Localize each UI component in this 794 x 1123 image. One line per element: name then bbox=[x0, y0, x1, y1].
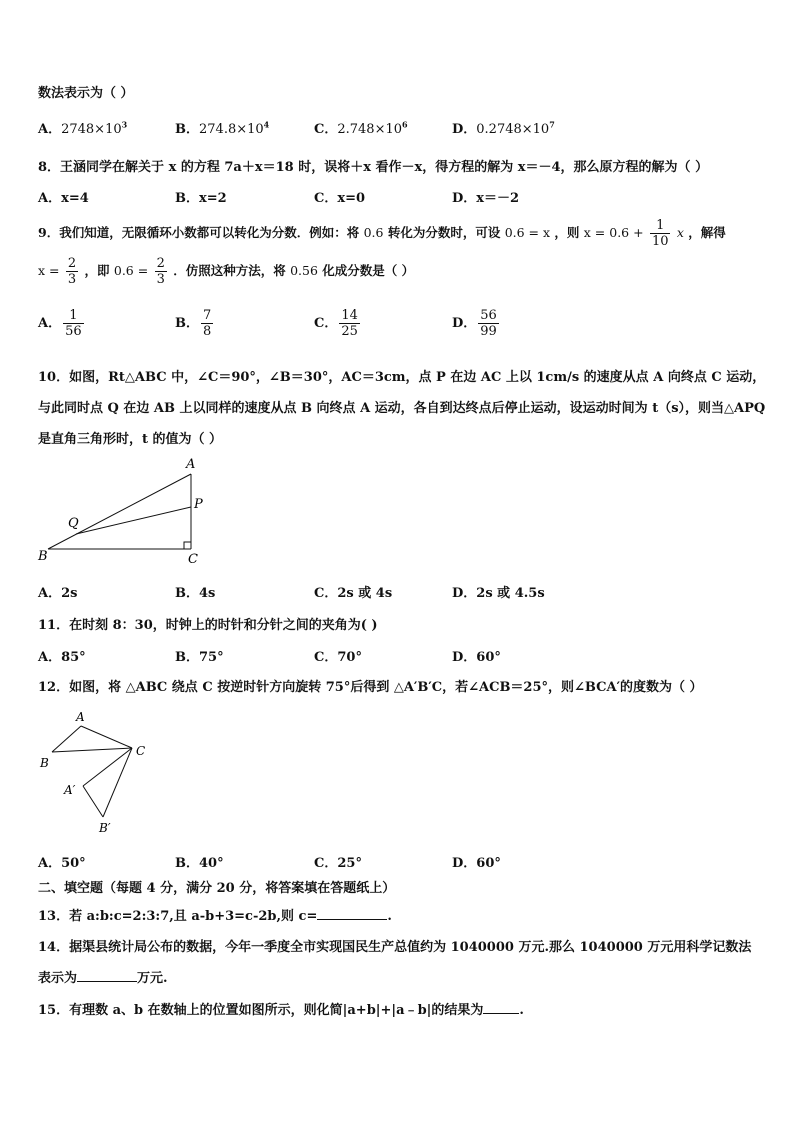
option-label: B． bbox=[175, 650, 199, 665]
numerator: 14 bbox=[341, 308, 358, 323]
q9-text: ，则 bbox=[554, 225, 580, 240]
option-c[interactable] bbox=[314, 582, 392, 601]
denominator: 25 bbox=[341, 324, 358, 339]
option-label: C． bbox=[314, 650, 338, 665]
question-12-options bbox=[38, 852, 758, 872]
equation: x = bbox=[38, 263, 60, 278]
option-label: D． bbox=[452, 316, 477, 331]
option-label: A． bbox=[38, 316, 62, 331]
rotated-triangle-figure bbox=[30, 706, 160, 841]
question-7-options bbox=[38, 118, 758, 138]
side-ab bbox=[48, 474, 191, 549]
option-label: D． bbox=[452, 650, 477, 665]
option-label: B． bbox=[175, 586, 199, 601]
question-11: 11．在时刻 8：30，时钟上的时针和分针之间的夹角为( ) bbox=[38, 618, 378, 633]
repeating-decimal: 0.6 bbox=[363, 225, 384, 240]
answer-blank[interactable] bbox=[77, 969, 137, 982]
option-value: 2.748×10 bbox=[337, 122, 403, 137]
option-label: C． bbox=[314, 586, 338, 601]
question-12: 12．如图，将 △ABC 绕点 C 按逆时针方向旋转 75°后得到 △A′B′C，若∠ACB＝25°，则∠BCA′的度数为（ ） bbox=[38, 680, 703, 695]
option-exponent: 6 bbox=[402, 119, 408, 130]
option-d[interactable] bbox=[452, 187, 519, 206]
label-a: A bbox=[76, 710, 85, 724]
right-angle-mark bbox=[184, 542, 191, 549]
denominator: 8 bbox=[203, 324, 212, 339]
question-9-line-1 bbox=[38, 218, 726, 249]
option-label: C． bbox=[314, 856, 338, 871]
side-b1c bbox=[103, 748, 132, 817]
numerator: 2 bbox=[67, 256, 77, 271]
option-label: B． bbox=[175, 122, 199, 137]
answer-blank[interactable] bbox=[483, 1001, 519, 1014]
option-d[interactable] bbox=[452, 852, 501, 871]
side-bc bbox=[52, 748, 132, 752]
variable: x bbox=[676, 225, 684, 240]
question-14-line-1: 14．据渠县统计局公布的数据，今年一季度全市实现国民生产总值约为 1040000 万元.那么 1040000 万元用科学记数法 bbox=[38, 940, 752, 955]
option-text: 75° bbox=[199, 650, 224, 665]
numerator: 56 bbox=[480, 308, 497, 323]
option-label: A． bbox=[38, 122, 62, 137]
option-text: 70° bbox=[337, 650, 362, 665]
numerator: 7 bbox=[203, 308, 212, 323]
q9-text: ，即 bbox=[84, 263, 110, 278]
question-8: 8．王涵同学在解关于 x 的方程 7a＋x＝18 时，误将＋x 看作－x，得方程的解为 x＝－4，那么原方程的解为（ ） bbox=[38, 160, 709, 175]
option-c[interactable] bbox=[314, 646, 362, 665]
option-c[interactable] bbox=[314, 852, 362, 871]
segment-pq bbox=[76, 507, 191, 534]
option-a[interactable] bbox=[38, 646, 86, 665]
fraction bbox=[201, 308, 213, 339]
option-label: A． bbox=[38, 856, 62, 871]
option-value: 274.8×10 bbox=[199, 122, 264, 137]
side-a1b1 bbox=[83, 786, 103, 817]
option-b[interactable] bbox=[175, 187, 227, 206]
q9-text: ．仿照这种方法，将 bbox=[173, 263, 286, 278]
option-b[interactable] bbox=[175, 646, 224, 665]
label-a: A bbox=[186, 457, 196, 472]
question-14-line-2 bbox=[38, 967, 168, 986]
option-value: 0.2748×10 bbox=[476, 122, 550, 137]
q9-text: 转化为分数时，可设 bbox=[387, 225, 501, 240]
option-a[interactable] bbox=[38, 308, 86, 339]
q13-text: . bbox=[387, 909, 392, 924]
label-p: P bbox=[194, 497, 203, 512]
q9-text: 化成分数是（ ） bbox=[322, 263, 415, 278]
q9-text: 9．我们知道，无限循环小数都可以转化为分数．例如：将 bbox=[38, 225, 360, 240]
fraction bbox=[155, 256, 167, 287]
question-11-options bbox=[38, 646, 758, 666]
label-b-prime: B′ bbox=[99, 821, 111, 835]
question-10-line-3: 是直角三角形时，t 的值为（ ） bbox=[38, 432, 223, 447]
question-9-line-2 bbox=[38, 256, 414, 287]
option-text: 25° bbox=[337, 856, 362, 871]
label-c: C bbox=[136, 744, 146, 758]
option-b[interactable] bbox=[175, 852, 224, 871]
fraction bbox=[650, 218, 671, 249]
option-exponent: 4 bbox=[263, 119, 270, 130]
question-7-tail: 数法表示为（ ） bbox=[38, 86, 134, 101]
option-text: 2s bbox=[61, 586, 78, 601]
option-label: A． bbox=[38, 191, 62, 206]
option-d[interactable] bbox=[452, 582, 545, 601]
answer-blank[interactable] bbox=[317, 907, 387, 920]
label-c: C bbox=[188, 552, 198, 567]
option-text: x=2 bbox=[199, 191, 227, 206]
denominator: 3 bbox=[67, 272, 77, 287]
option-text: 85° bbox=[61, 650, 86, 665]
option-a[interactable] bbox=[38, 187, 89, 206]
label-b: B bbox=[40, 756, 49, 770]
numerator: 1 bbox=[63, 308, 84, 324]
option-label: D． bbox=[452, 586, 477, 601]
option-a[interactable] bbox=[38, 118, 127, 137]
option-label: B． bbox=[175, 191, 199, 206]
option-c[interactable] bbox=[314, 118, 408, 137]
option-d[interactable] bbox=[452, 308, 501, 339]
equation: x = 0.6 + bbox=[583, 225, 644, 240]
option-label: C． bbox=[314, 191, 338, 206]
option-label: B． bbox=[175, 856, 199, 871]
fraction bbox=[66, 256, 78, 287]
option-c[interactable] bbox=[314, 308, 362, 339]
question-15 bbox=[38, 999, 524, 1018]
numerator: 1 bbox=[650, 218, 671, 234]
denominator: 10 bbox=[651, 234, 669, 249]
option-a[interactable] bbox=[38, 582, 77, 601]
q14-text: 表示为 bbox=[38, 971, 78, 986]
q13-text: 13．若 a:b:c=2:3:7,且 a-b+3=c-2b,则 c= bbox=[38, 909, 318, 924]
option-b[interactable] bbox=[175, 118, 269, 137]
option-label: D． bbox=[452, 856, 477, 871]
option-label: C． bbox=[314, 122, 338, 137]
equation: 0.6 = x bbox=[504, 225, 551, 240]
q15-text: . bbox=[519, 1003, 524, 1018]
fraction bbox=[339, 308, 360, 339]
option-value: 2748×10 bbox=[61, 122, 122, 137]
triangle-abc-figure bbox=[30, 452, 220, 567]
question-8-options bbox=[38, 187, 758, 207]
option-label: A． bbox=[38, 650, 62, 665]
option-text: 4s bbox=[199, 586, 216, 601]
option-label: C． bbox=[314, 316, 338, 331]
numerator: 2 bbox=[156, 256, 165, 271]
question-10-options bbox=[38, 582, 758, 602]
option-label: D． bbox=[452, 191, 477, 206]
option-a[interactable] bbox=[38, 852, 86, 871]
option-text: 60° bbox=[476, 856, 501, 871]
denominator: 99 bbox=[480, 324, 497, 339]
option-label: A． bbox=[38, 586, 62, 601]
option-text: 2s 或 4.5s bbox=[476, 586, 545, 601]
option-text: x＝－2 bbox=[476, 191, 520, 206]
denominator: 3 bbox=[156, 272, 165, 287]
option-label: B． bbox=[175, 316, 199, 331]
option-c[interactable] bbox=[314, 187, 365, 206]
option-text: x=4 bbox=[61, 191, 89, 206]
side-ab bbox=[52, 726, 81, 752]
option-text: x=0 bbox=[337, 191, 366, 206]
option-b[interactable] bbox=[175, 308, 215, 339]
label-b: B bbox=[38, 549, 48, 564]
section-2-heading: 二、填空题（每题 4 分，满分 20 分，将答案填在答题纸上） bbox=[38, 881, 396, 896]
fraction bbox=[63, 308, 84, 339]
q14-text: 万元. bbox=[137, 971, 168, 986]
question-13 bbox=[38, 905, 392, 924]
repeating-decimal: 0.56 bbox=[290, 263, 318, 278]
question-9-options bbox=[38, 308, 758, 348]
option-d[interactable] bbox=[452, 118, 555, 137]
option-text: 50° bbox=[61, 856, 86, 871]
question-10-line-1: 10．如图，Rt△ABC 中，∠C＝90°，∠B＝30°，AC＝3cm，点 P 在边 AC 上以 1cm/s 的速度从点 A 向终点 C 运动， bbox=[38, 370, 766, 385]
option-text: 40° bbox=[199, 856, 224, 871]
equation: 0.6 = bbox=[113, 263, 149, 278]
question-10-line-2: 与此同时点 Q 在边 AB 上以同样的速度从点 B 向终点 A 运动，各自到达终点后停止运动，设运动时间为 t（s），则当△APQ bbox=[38, 401, 766, 416]
side-a1c bbox=[83, 748, 132, 786]
option-text: 60° bbox=[476, 650, 501, 665]
option-d[interactable] bbox=[452, 646, 501, 665]
q15-text: 15．有理数 a、b 在数轴上的位置如图所示，则化简|a+b|+|a﹣b|的结果为 bbox=[38, 1003, 484, 1018]
side-ac bbox=[81, 726, 132, 748]
label-a-prime: A′ bbox=[64, 783, 76, 797]
option-text: 2s 或 4s bbox=[337, 586, 393, 601]
option-exponent: 7 bbox=[549, 119, 555, 130]
option-exponent: 3 bbox=[121, 119, 128, 130]
option-b[interactable] bbox=[175, 582, 215, 601]
label-q: Q bbox=[68, 516, 79, 531]
q9-text: ，解得 bbox=[688, 225, 726, 240]
option-label: D． bbox=[452, 122, 477, 137]
denominator: 56 bbox=[65, 324, 82, 339]
fraction bbox=[478, 308, 499, 339]
